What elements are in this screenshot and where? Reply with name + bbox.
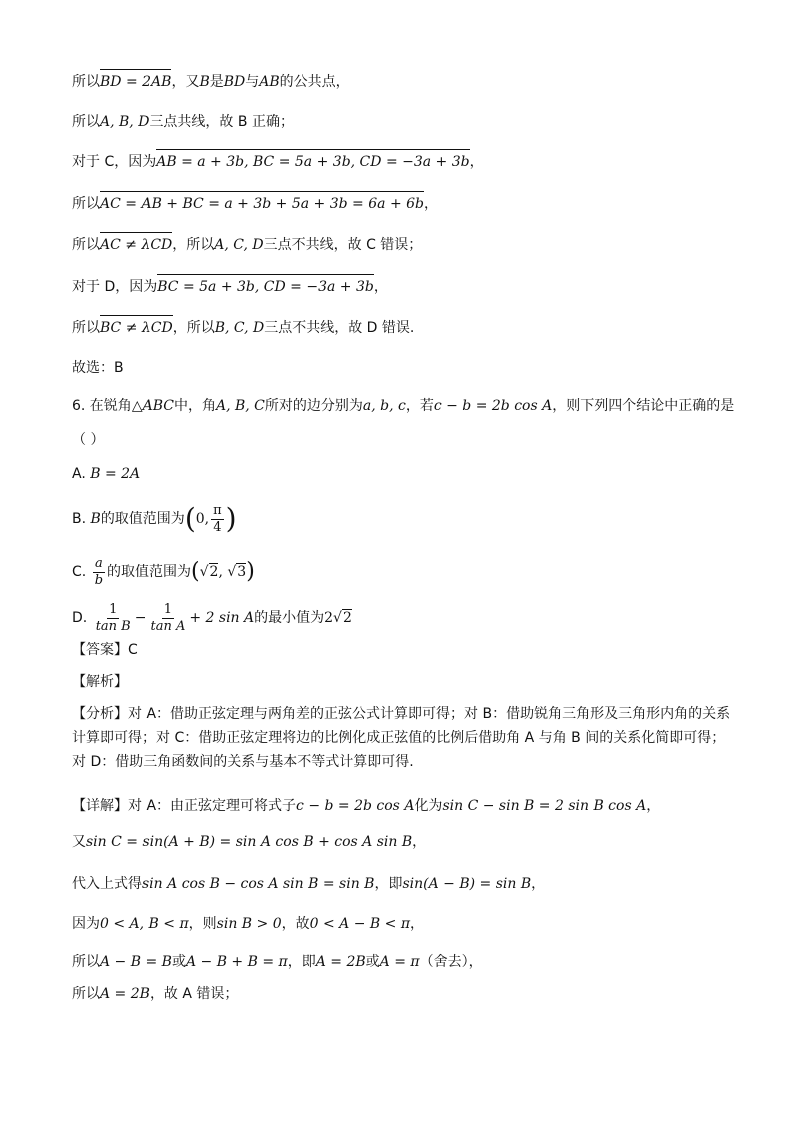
option-d: D. $\frac{1}{\text{tan B}}$ − $\frac{1}{\text{tan A}}$ + 2 sin A的最小值为2√2 bbox=[72, 601, 352, 634]
detail-step-substitute: 代入上式得sin A cos B − cos A sin B = sin B，即sin(A − B) = sin B， bbox=[72, 876, 546, 892]
fraction-pi-over-4: $\frac{\pi}{4}$ bbox=[213, 502, 222, 535]
line-ac-not-parallel: 所以AC ≠ λCD，所以A, C, D三点不共线，故 C 错误； bbox=[72, 237, 423, 253]
detail-step-conclusion: 所以A = 2B，故 A 错误； bbox=[72, 986, 239, 1002]
line-bc-not-parallel: 所以BC ≠ λCD，所以B, C, D三点不共线，故 D 错误. bbox=[72, 320, 415, 336]
option-b: B. B的取值范围为(0, $\frac{\pi}{4}$ ) bbox=[72, 502, 237, 535]
line-collinear-b: 所以A, B, D三点共线，故 B 正确； bbox=[72, 114, 294, 130]
analysis-heading: 【解析】 bbox=[72, 674, 128, 690]
detail-step-cases: 所以A − B = B或A − B + B = π，即A = 2B或A = π（舍去）， bbox=[72, 954, 483, 970]
line-for-d: 对于 D，因为BC = 5a + 3b, CD = −3a + 3b， bbox=[72, 279, 388, 295]
answer-label: 【答案】C bbox=[72, 642, 138, 658]
question-6-paren: （ ） bbox=[72, 432, 105, 448]
math-bd-2ab: BD = 2AB bbox=[100, 74, 172, 90]
line-for-c: 对于 C，因为AB = a + 3b, BC = 5a + 3b, CD = −3a + 3b， bbox=[72, 154, 484, 170]
analysis-summary: 【分析】对 A：借助正弦定理与两角差的正弦公式计算即可得；对 B：借助锐角三角形及三角形内角的关系计算即可得；对 C：借助正弦定理将边的比例化成正弦值的比例后借助角 A 与角 B 间的关系化简即可得；对 D：借助三角函数间的关系与基本不等式计算即可得. bbox=[72, 706, 731, 770]
line-choose-b: 故选：B bbox=[72, 360, 124, 376]
detail-step-range: 因为0 < A, B < π，则sin B > 0，故0 < A − B < π， bbox=[72, 916, 425, 932]
option-a: A. B = 2A bbox=[72, 466, 141, 482]
fraction-a-over-b: $\frac{a}{b}$ bbox=[94, 555, 104, 588]
option-c: C. $\frac{a}{b}$ 的取值范围为(√2, √3) bbox=[72, 555, 255, 588]
line-bd-equals-2ab: 所以BD = 2AB，又B是BD与AB的公共点， bbox=[72, 74, 350, 90]
detail-step-a: 【详解】对 A：由正弦定理可将式子c − b = 2b cos A化为sin C − sin B = 2 sin B cos A， bbox=[72, 798, 661, 814]
math-vectors-c: AB = a + 3b, BC = 5a + 3b, CD = −3a + 3b bbox=[156, 154, 470, 170]
question-6-stem: 6. 在锐角△ABC中，角A, B, C所对的边分别为a, b, c，若c − b = 2b cos A，则下列四个结论中正确的是 bbox=[72, 398, 735, 414]
detail-step-sinc: 又sin C = sin(A + B) = sin A cos B + cos A sin B， bbox=[72, 834, 427, 850]
line-ac-sum: 所以AC = AB + BC = a + 3b + 5a + 3b = 6a + 6b， bbox=[72, 196, 438, 212]
math-ac-sum: AC = AB + BC = a + 3b + 5a + 3b = 6a + 6b bbox=[100, 196, 424, 212]
